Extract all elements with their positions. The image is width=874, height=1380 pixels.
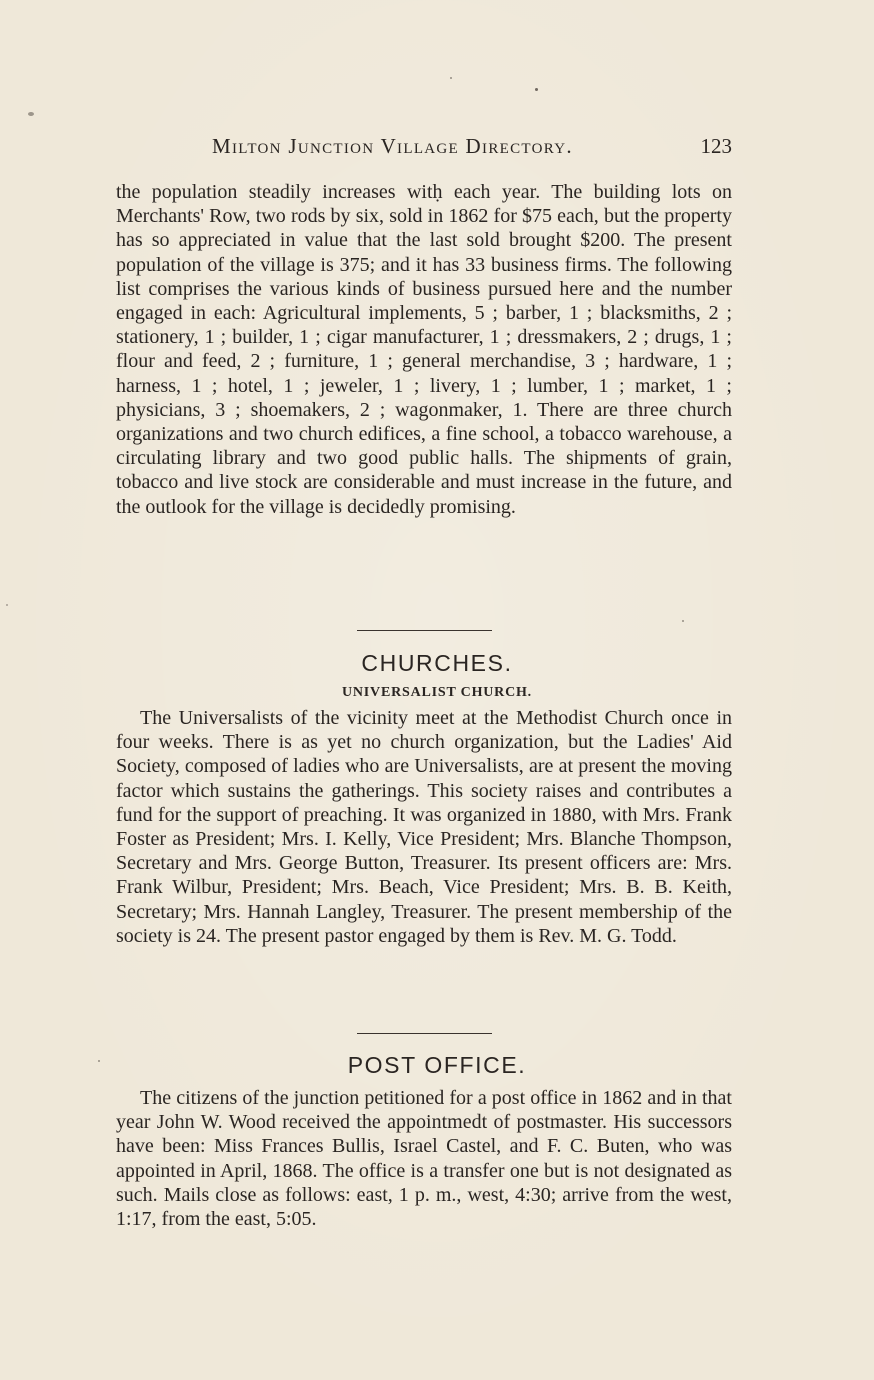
post-office-paragraph: The citizens of the junction petitioned for a post office in 1862 and in that year John W. Wood received the appointmedt of postmaster. His successors have been: Miss Frances Bullis, Israel Castel, and F. C. Buten, who was appointed in April, 1868. The office is a transfer one but is not designated as such. Mails close as follows: east, 1 p. m., west, 4:30; arrive from the west, 1:17, from the east, 5:05. — [116, 1087, 732, 1231]
churches-paragraph: The Universalists of the vicinity meet at the Methodist Church once in four weeks. There is as yet no church organization, but the Ladies' Aid Society, composed of ladies who are Universalists, are at present the moving factor which sustains the gatherings. This society raises and contributes a fund for the support of preaching. It was organized in 1880, with Mrs. Frank Foster as President; Mrs. I. Kelly, Vice President; Mrs. Blanche Thompson, Secretary and Mrs. George Button, Treasurer. Its present officers are: Mrs. Frank Wilbur, President; Mrs. Beach, Vice President; Mrs. B. B. Keith, Secretary; Mrs. Hannah Langley, Treasurer. The present membership of the society is 24. The present pastor engaged by them is Rev. M. G. Todd. — [116, 707, 732, 947]
ink-speck — [535, 88, 538, 91]
intro-paragraph: the population steadily increases witḥ each year. The building lots on Merchants' Row, two rods by six, sold in 1862 for $75 each, but the property has so appreciated in value that the last sold brought $200. The present population of the village is 375; and it has 33 business firms. The following list comprises the various kinds of business pursued here and the number engaged in each: Agricultural implements, 5 ; barber, 1 ; blacksmiths, 2 ; stationery, 1 ; builder, 1 ; cigar manufacturer, 1 ; dressmakers, 2 ; drugs, 1 ; flour and feed, 2 ; furniture, 1 ; general merchandise, 3 ; hardware, 1 ; harness, 1 ; hotel, 1 ; jeweler, 1 ; livery, 1 ; lumber, 1 ; market, 1 ; physicians, 3 ; shoemakers, 2 ; wagonmaker, 1. There are three church organizations and two church edifices, a fine school, a tobacco warehouse, a circulating library and two good public halls. The shipments of grain, tobacco and live stock are considerable and must increase in the future, and the outlook for the village is decidedly promising. — [116, 181, 732, 518]
section-divider — [357, 630, 492, 631]
churches-heading: CHURCHES. — [361, 650, 513, 676]
universalist-church-subheading: UNIVERSALIST CHURCH. — [341, 685, 532, 700]
ink-speck — [450, 77, 452, 79]
ink-speck — [6, 604, 8, 606]
page-number: 123 — [700, 134, 732, 158]
running-title: Milton Junction Village Directory. — [212, 134, 573, 158]
post-office-heading: POST OFFICE. — [347, 1052, 527, 1078]
ink-speck — [682, 620, 684, 622]
ink-speck — [28, 112, 34, 116]
section-divider — [357, 1033, 492, 1034]
running-header — [212, 134, 732, 164]
